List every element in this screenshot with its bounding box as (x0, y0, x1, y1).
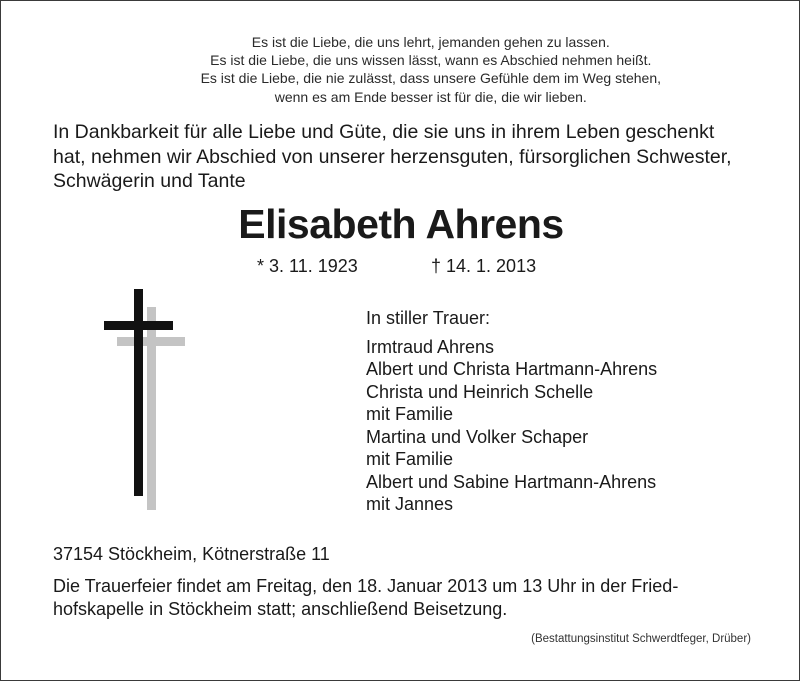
mourner-entry: mit Jannes (366, 494, 454, 514)
cross-shadow-horizontal (117, 337, 185, 346)
poem-line: Es ist die Liebe, die nie zulässt, dass unsere Gefühle dem im Weg stehen, (200, 70, 661, 87)
undertaker-credit: (Bestattungsinstitut Schwerdtfeger, Drüber) (531, 633, 751, 645)
mourner-entry: mit Familie (366, 449, 454, 469)
ceremony-line: Die Trauerfeier findet am Freitag, den 18. Januar 2013 um 13 Uhr in der Fried- (53, 576, 679, 596)
cross-icon (101, 287, 191, 512)
poem-line: Es ist die Liebe, die uns lehrt, jemanden gehen zu lassen. (251, 34, 610, 50)
poem-line: Es ist die Liebe, die uns wissen lässt, wann es Abschied nehmen heißt. (210, 52, 652, 69)
intro-text (53, 120, 773, 194)
mourners-list (366, 307, 657, 516)
mourner-entry: mit Familie (366, 404, 454, 424)
birth-date: * 3. 11. 1923 (257, 256, 358, 276)
ceremony-line: hofskapelle in Stöckheim statt; anschließend Beisetzung. (53, 598, 508, 619)
address: 37154 Stöckheim, Kötnerstraße 11 (53, 544, 330, 564)
death-date: † 14. 1. 2013 (431, 256, 537, 276)
mourner-entry: Martina und Volker Schaper (366, 426, 589, 447)
intro-line: hat, nehmen wir Abschied von unserer herzensguten, fürsorglichen Schwester, (53, 145, 732, 168)
intro-line: Schwägerin und Tante (53, 170, 246, 192)
mourners-heading: In stiller Trauer: (366, 308, 491, 328)
ceremony-info (53, 575, 678, 620)
mourner-entry: Irmtraud Ahrens (366, 336, 495, 357)
cross-horizontal-bar (104, 321, 173, 330)
mourner-entry: Christa und Heinrich Schelle (366, 381, 594, 402)
poem-block (201, 33, 661, 106)
deceased-name: Elisabeth Ahrens (238, 201, 564, 247)
intro-line: In Dankbarkeit für alle Liebe und Güte, die sie uns in ihrem Leben geschenkt (53, 121, 715, 143)
mourner-entry: Albert und Christa Hartmann-Ahrens (366, 359, 658, 379)
mourner-entry: Albert und Sabine Hartmann-Ahrens (366, 471, 657, 492)
poem-line: wenn es am Ende besser ist für die, die wir lieben. (274, 88, 587, 105)
